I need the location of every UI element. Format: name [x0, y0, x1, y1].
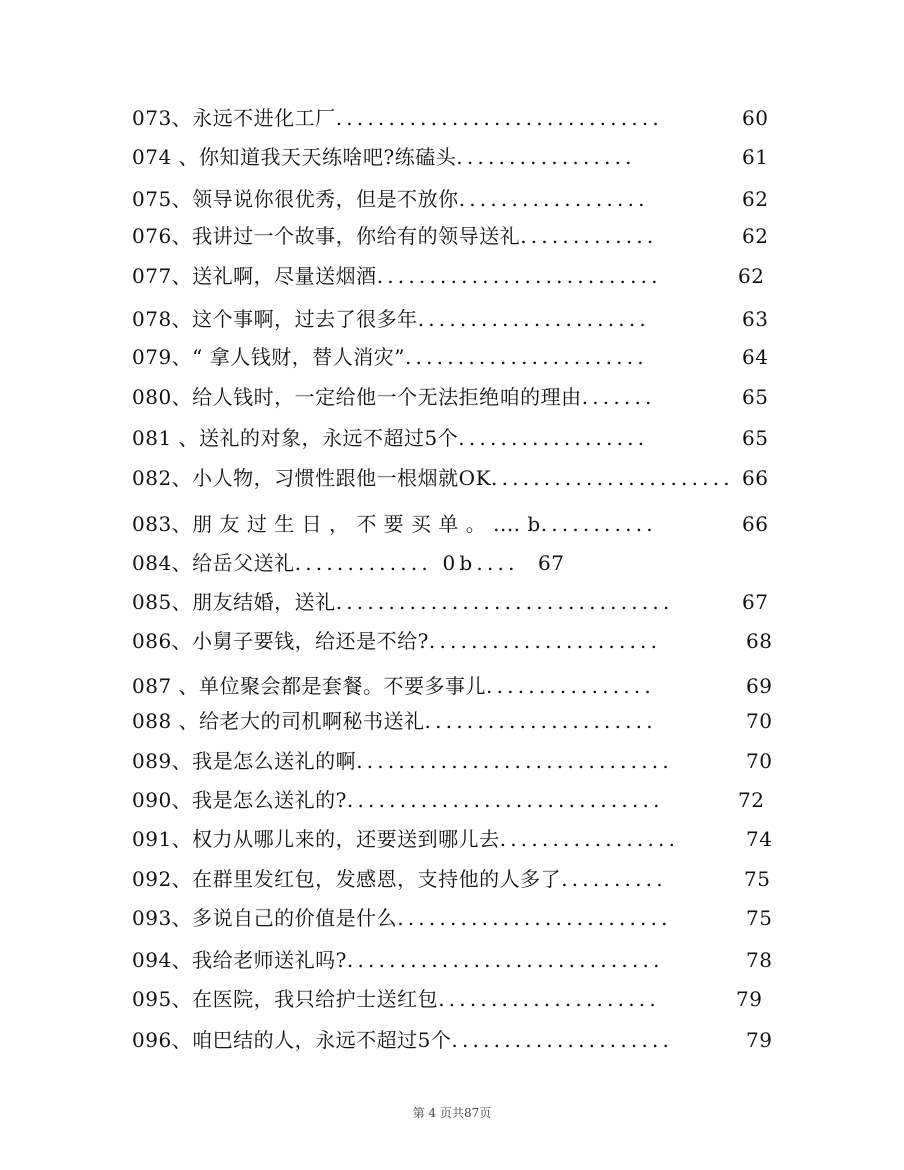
toc-page-number: 66	[742, 466, 769, 490]
toc-entry-title: 080、给人钱时，一定给他一个无法拒绝咱的理由	[132, 385, 582, 409]
toc-leader-dots: ................................	[335, 590, 674, 614]
toc-page-number: 70	[746, 749, 773, 773]
toc-page-number: 75	[746, 906, 773, 930]
toc-entry[interactable]	[132, 672, 800, 700]
toc-page-number: 62	[742, 224, 769, 248]
toc-page-number: 64	[742, 345, 769, 369]
toc-entry-title: 078、这个事啊，过去了很多年	[132, 307, 418, 331]
toc-leader-dots: ..............................	[346, 948, 664, 972]
toc-entry[interactable]	[132, 510, 800, 538]
toc-entry[interactable]	[132, 946, 800, 974]
toc-entry-title: 087 、单位聚会都是套餐。不要多事儿	[132, 674, 487, 698]
toc-entry-title: 088 、给老大的司机啊秘书送礼	[132, 709, 425, 733]
toc-leader-dots: ...........	[540, 512, 657, 536]
toc-leader-dots: .....................	[438, 987, 660, 1011]
toc-entry-title: 086、小舅子要钱，给还是不给?	[132, 629, 429, 653]
toc-page-number: 67	[742, 590, 769, 614]
toc-entry[interactable]	[132, 747, 800, 775]
toc-entry-title: 084、给岳父送礼	[132, 551, 295, 575]
toc-entry[interactable]	[132, 627, 800, 655]
toc-page-number: 79	[736, 987, 763, 1011]
toc-entry[interactable]	[132, 549, 800, 577]
toc-entry-title: 081 、送礼的对象，永远不超过5个	[132, 426, 459, 450]
toc-page-number: 65	[742, 385, 769, 409]
toc-leader-dots: .................	[499, 827, 680, 851]
page-footer: 第 4 页共87页	[412, 1106, 492, 1120]
toc-leader-dots: ......................	[417, 307, 650, 331]
toc-entry[interactable]	[132, 104, 800, 132]
toc-entry-title: 077、送礼啊，尽量送烟酒	[132, 264, 377, 288]
toc-page-number: 68	[746, 629, 773, 653]
toc-page-number: 75	[744, 867, 771, 891]
toc-entry[interactable]	[132, 424, 800, 452]
toc-entry[interactable]	[132, 305, 800, 333]
toc-entry-title: 093、多说自己的价值是什么	[132, 906, 398, 930]
toc-page-number: 60	[742, 106, 769, 130]
toc-page-number: 69	[746, 674, 773, 698]
toc-page-number: 62	[738, 264, 765, 288]
toc-leader-dots: ...........................	[376, 264, 662, 288]
toc-leader-dots: ..................	[458, 426, 649, 450]
toc-entry-title: 090、我是怎么送礼的?	[132, 788, 347, 812]
toc-leader-dots: ......................	[424, 709, 657, 733]
toc-page-number: 66	[742, 512, 769, 536]
toc-entry-title: 089、我是怎么送礼的啊	[132, 749, 357, 773]
toc-page-number: 79	[746, 1028, 773, 1052]
toc-leader-dots: ..................	[458, 187, 649, 211]
toc-page-number: 65	[742, 426, 769, 450]
toc-entry[interactable]	[132, 985, 800, 1013]
toc-entry[interactable]	[132, 1026, 800, 1054]
toc-page-number: 61	[742, 145, 769, 169]
toc-entry-title: 094、我给老师送礼吗?	[132, 948, 347, 972]
toc-leader-dots: ..........	[561, 867, 667, 891]
toc-entry[interactable]	[132, 343, 800, 371]
toc-entry[interactable]	[132, 707, 800, 735]
toc-entry[interactable]	[132, 262, 800, 290]
toc-entry[interactable]	[132, 464, 800, 492]
toc-entry[interactable]	[132, 904, 800, 932]
toc-leader-dots: .................	[456, 145, 636, 169]
toc-entry-title: 085、朋友结婚，送礼	[132, 590, 336, 614]
toc-leader-dots: ............. 0b....	[294, 551, 519, 575]
toc-entry-title: 091、权力从哪儿来的，还要送到哪儿去	[132, 827, 500, 851]
toc-page-number: 63	[742, 307, 769, 331]
toc-entry[interactable]	[132, 185, 800, 213]
toc-entry-title: 076、我讲过一个故事，你给有的领导送礼	[132, 224, 521, 248]
toc-entry-title: 074 、你知道我天天练啥吧?练磕头	[132, 145, 457, 169]
toc-entry[interactable]	[132, 383, 800, 411]
toc-page-number: 78	[746, 948, 773, 972]
toc-entry-title: 092、在群里发红包，发感恩，支持他的人多了	[132, 867, 562, 891]
toc-leader-dots: .......	[581, 385, 656, 409]
toc-leader-dots: .......................	[491, 466, 734, 490]
toc-entry-title: 075、领导说你很优秀，但是不放你	[132, 187, 459, 211]
toc-page-number: 62	[742, 187, 769, 211]
toc-entry-title: 079、“ 拿人钱财，替人消灾”	[132, 345, 405, 369]
toc-leader-dots: ...............................	[335, 106, 663, 130]
toc-leader-dots: .......................	[404, 345, 648, 369]
toc-page-number: 70	[746, 709, 773, 733]
toc-entry[interactable]	[132, 825, 800, 853]
toc-leader-dots: ..............................	[346, 788, 664, 812]
toc-entry-title: 073、永远不进化工厂	[132, 106, 336, 130]
toc-page-number: 67	[538, 551, 565, 575]
toc-leader-dots: .............	[520, 224, 658, 248]
toc-page-number: 74	[746, 827, 773, 851]
toc-leader-dots: ..........................	[397, 906, 672, 930]
toc-leader-dots: .....................	[451, 1028, 674, 1052]
toc-entry-title: 083、朋 友 过 生 日 ， 不 要 买 单 。 .... b	[132, 512, 541, 536]
toc-entry[interactable]	[132, 786, 800, 814]
toc-leader-dots: ..............................	[356, 749, 673, 773]
toc-entry-title: 082、小人物，习惯性跟他一根烟就OK	[132, 466, 492, 490]
toc-entry[interactable]	[132, 588, 800, 616]
toc-entry[interactable]	[132, 143, 800, 171]
toc-leader-dots: ......................	[428, 629, 662, 653]
toc-entry-title: 096、咱巴结的人，永远不超过5个	[132, 1028, 452, 1052]
toc-entry-title: 095、在医院，我只给护士送红包	[132, 987, 439, 1011]
toc-entry[interactable]	[132, 865, 800, 893]
toc-page-number: 72	[738, 788, 765, 812]
toc-entry[interactable]	[132, 222, 800, 250]
toc-leader-dots: ................	[486, 674, 655, 698]
